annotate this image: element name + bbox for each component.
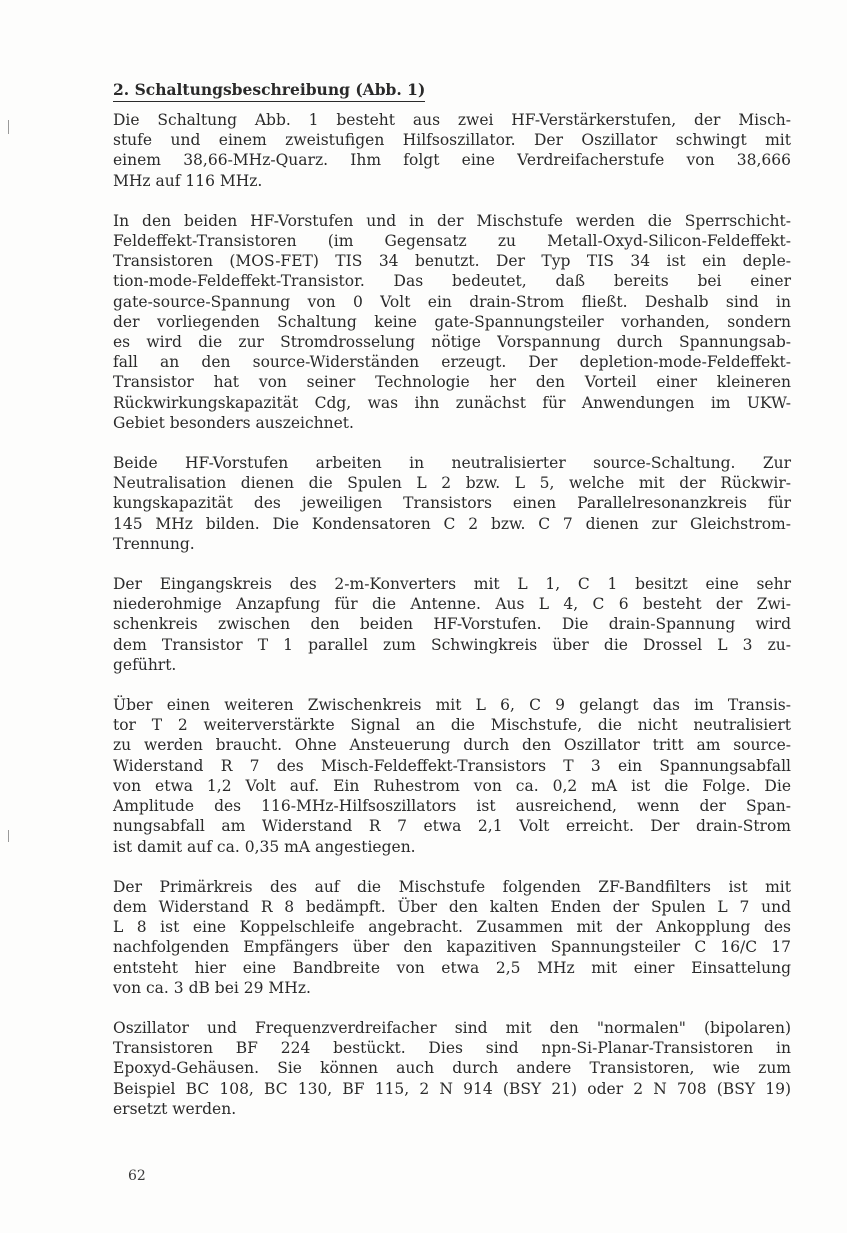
- text-line: der vorliegenden Schaltung keine gate-Spannungsteiler vorhanden, sondern: [113, 312, 791, 331]
- paragraph: [113, 877, 791, 998]
- paragraph: [113, 453, 791, 554]
- text-line: Gebiet besonders auszeichnet.: [113, 413, 354, 432]
- text-line: Epoxyd-Gehäusen. Sie können auch durch andere Transistoren, wie zum: [113, 1059, 791, 1078]
- text-line: dem Widerstand R 8 bedämpft. Über den kalten Enden der Spulen L 7 und: [113, 897, 791, 916]
- scan-mark: [8, 120, 9, 134]
- text-line: entsteht hier eine Bandbreite von etwa 2,5 MHz mit einer Einsattelung: [113, 958, 791, 977]
- text-line: Der Eingangskreis des 2-m-Konverters mit L 1, C 1 besitzt eine sehr: [113, 575, 791, 594]
- text-line: schenkreis zwischen den beiden HF-Vorstufen. Die drain-Spannung wird: [113, 615, 791, 634]
- text-line: Transistor hat von seiner Technologie her den Vorteil einer kleineren: [113, 373, 791, 392]
- text-line: niederohmige Anzapfung für die Antenne. Aus L 4, C 6 besteht der Zwi-: [113, 595, 791, 614]
- text-line: nachfolgenden Empfängers über den kapazitiven Spannungsteiler C 16/C 17: [113, 938, 791, 957]
- text-line: kungskapazität des jeweiligen Transistors einen Parallelresonanzkreis für: [113, 494, 791, 513]
- paragraph: [113, 211, 791, 433]
- text-line: Widerstand R 7 des Misch-Feldeffekt-Transistors T 3 ein Spannungsabfall: [113, 756, 791, 775]
- paragraph: [113, 695, 791, 857]
- text-line: dem Transistor T 1 parallel zum Schwingkreis über die Drossel L 3 zu-: [113, 635, 791, 654]
- text-line: Neutralisation dienen die Spulen L 2 bzw. L 5, welche mit der Rückwir-: [113, 474, 791, 493]
- text-line: In den beiden HF-Vorstufen und in der Mischstufe werden die Sperrschicht-: [113, 211, 791, 230]
- text-line: Transistoren BF 224 bestückt. Dies sind npn-Si-Planar-Transistoren in: [113, 1039, 791, 1058]
- text-line: 145 MHz bilden. Die Kondensatoren C 2 bzw. C 7 dienen zur Gleichstrom-: [113, 514, 791, 533]
- text-line: Beide HF-Vorstufen arbeiten in neutralisierter source-Schaltung. Zur: [113, 454, 791, 473]
- scan-mark: [8, 830, 9, 842]
- text-line: MHz auf 116 MHz.: [113, 171, 263, 190]
- text-line: tor T 2 weiterverstärkte Signal an die Mischstufe, die nicht neutralisiert: [113, 716, 791, 735]
- section-heading: 2. Schaltungsbeschreibung (Abb. 1): [113, 80, 425, 102]
- text-line: Trennung.: [113, 534, 195, 553]
- paragraph: [113, 574, 791, 675]
- text-line: ist damit auf ca. 0,35 mA angestiegen.: [113, 837, 416, 856]
- page-number: 62: [128, 1168, 146, 1184]
- text-line: Oszillator und Frequenzverdreifacher sind mit den "normalen" (bipolaren): [113, 1018, 791, 1037]
- text-line: Über einen weiteren Zwischenkreis mit L 6, C 9 gelangt das im Transis-: [113, 696, 791, 715]
- text-line: zu werden braucht. Ohne Ansteuerung durch den Oszillator tritt am source-: [113, 736, 791, 755]
- text-line: einem 38,66-MHz-Quarz. Ihm folgt eine Verdreifacherstufe von 38,666: [113, 151, 791, 170]
- paragraph-list: [113, 110, 791, 1119]
- text-line: Transistoren (MOS-FET) TIS 34 benutzt. Der Typ TIS 34 ist ein deple-: [113, 252, 791, 271]
- paragraph: [113, 1018, 791, 1119]
- text-line: Rückwirkungskapazität Cdg, was ihn zunächst für Anwendungen im UKW-: [113, 393, 791, 412]
- text-line: nungsabfall am Widerstand R 7 etwa 2,1 Volt erreicht. Der drain-Strom: [113, 817, 791, 836]
- text-line: Feldeffekt-Transistoren (im Gegensatz zu Metall-Oxyd-Silicon-Feldeffekt-: [113, 232, 791, 251]
- document-body: [113, 80, 791, 1139]
- text-line: Beispiel BC 108, BC 130, BF 115, 2 N 914 (BSY 21) oder 2 N 708 (BSY 19): [113, 1079, 791, 1098]
- text-line: gate-source-Spannung von 0 Volt ein drain-Strom fließt. Deshalb sind in: [113, 292, 791, 311]
- paragraph: [113, 110, 791, 191]
- text-line: tion-mode-Feldeffekt-Transistor. Das bedeutet, daß bereits bei einer: [113, 272, 791, 291]
- text-line: von ca. 3 dB bei 29 MHz.: [113, 978, 311, 997]
- text-line: geführt.: [113, 655, 177, 674]
- text-line: fall an den source-Widerständen erzeugt. Der depletion-mode-Feldeffekt-: [113, 353, 791, 372]
- text-line: ersetzt werden.: [113, 1099, 237, 1118]
- text-line: L 8 ist eine Koppelschleife angebracht. Zusammen mit der Ankopplung des: [113, 918, 791, 937]
- text-line: Amplitude des 116-MHz-Hilfsoszillators ist ausreichend, wenn der Span-: [113, 797, 791, 816]
- text-line: von etwa 1,2 Volt auf. Ein Ruhestrom von ca. 0,2 mA ist die Folge. Die: [113, 776, 791, 795]
- text-line: Die Schaltung Abb. 1 besteht aus zwei HF-Verstärkerstufen, der Misch-: [113, 111, 791, 129]
- text-line: es wird die zur Stromdrosselung nötige Vorspannung durch Spannungsab-: [113, 333, 791, 352]
- text-line: stufe und einem zweistufigen Hilfsoszillator. Der Oszillator schwingt mit: [113, 131, 791, 150]
- text-line: Der Primärkreis des auf die Mischstufe folgenden ZF-Bandfilters ist mit: [113, 877, 791, 896]
